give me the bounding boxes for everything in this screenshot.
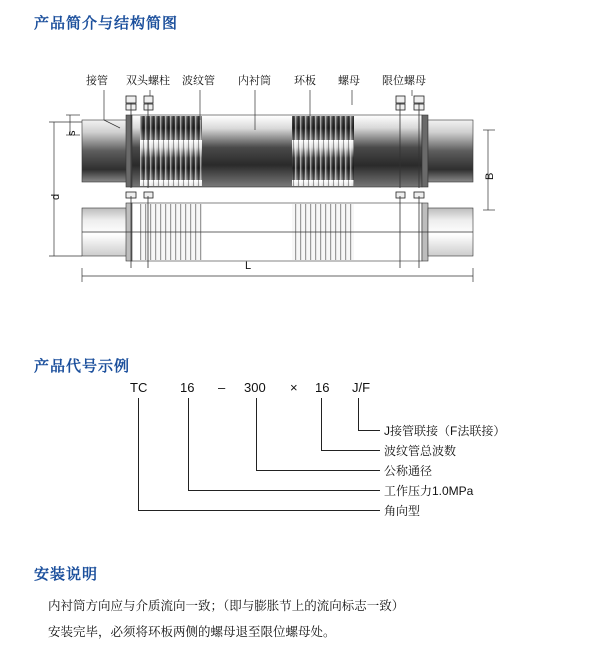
code-desc-nominal-dia: 公称通径 <box>384 464 433 478</box>
part-label-jieguan: 接管 <box>86 75 108 87</box>
code-leader-line-jf <box>358 398 359 430</box>
dimension-label-B: B <box>484 172 496 180</box>
code-token-dash: – <box>218 380 226 395</box>
install-notes <box>48 596 568 648</box>
code-token-jf: J/F <box>352 380 371 395</box>
code-leader-h-16a <box>188 490 380 491</box>
dimension-label-s: s <box>66 130 78 136</box>
code-leader-h-jf <box>358 430 380 431</box>
part-label-xianwei: 限位螺母 <box>382 75 426 87</box>
code-leader-line-tc <box>138 398 139 510</box>
part-label-huanban: 环板 <box>294 75 316 87</box>
code-leader-line-16a <box>188 398 189 490</box>
structure-diagram-svg <box>40 60 560 290</box>
structure-diagram <box>40 60 560 290</box>
install-note-2: 安装完毕，必须将环板两侧的螺母退至限位螺母处。 <box>48 625 336 639</box>
code-token-tc: TC <box>130 380 148 395</box>
part-label-bowenguan: 波纹管 <box>182 75 215 87</box>
section-title-structure: 产品简介与结构简图 <box>34 15 179 32</box>
code-desc-type: 角向型 <box>384 504 421 518</box>
part-label-neichentong: 内衬筒 <box>238 75 271 87</box>
code-desc-pressure: 工作压力1.0MPa <box>384 484 474 498</box>
code-leader-line-300 <box>256 398 257 470</box>
code-desc-connection: J接管联接（F法联接） <box>384 424 506 438</box>
code-token-16a: 16 <box>180 380 195 395</box>
code-leader-h-16b <box>321 450 380 451</box>
part-label-shuangtou: 双头螺柱 <box>126 75 170 87</box>
code-desc-wave-count: 波纹管总波数 <box>384 444 457 458</box>
code-leader-line-16b <box>321 398 322 450</box>
dimension-label-L: L <box>245 260 252 272</box>
code-token-times: × <box>290 380 298 395</box>
code-token-300: 300 <box>244 380 266 395</box>
code-leader-h-tc <box>138 510 380 511</box>
install-note-1: 内衬筒方向应与介质流向一致；（即与膨胀节上的流向标志一致） <box>48 599 405 613</box>
dimension-label-d: d <box>50 193 62 200</box>
section-title-install: 安装说明 <box>34 566 99 583</box>
part-label-luomu: 螺母 <box>338 75 360 87</box>
product-code-diagram <box>40 380 560 540</box>
code-token-16b: 16 <box>315 380 330 395</box>
code-leader-h-300 <box>256 470 380 471</box>
section-title-code: 产品代号示例 <box>34 358 131 375</box>
